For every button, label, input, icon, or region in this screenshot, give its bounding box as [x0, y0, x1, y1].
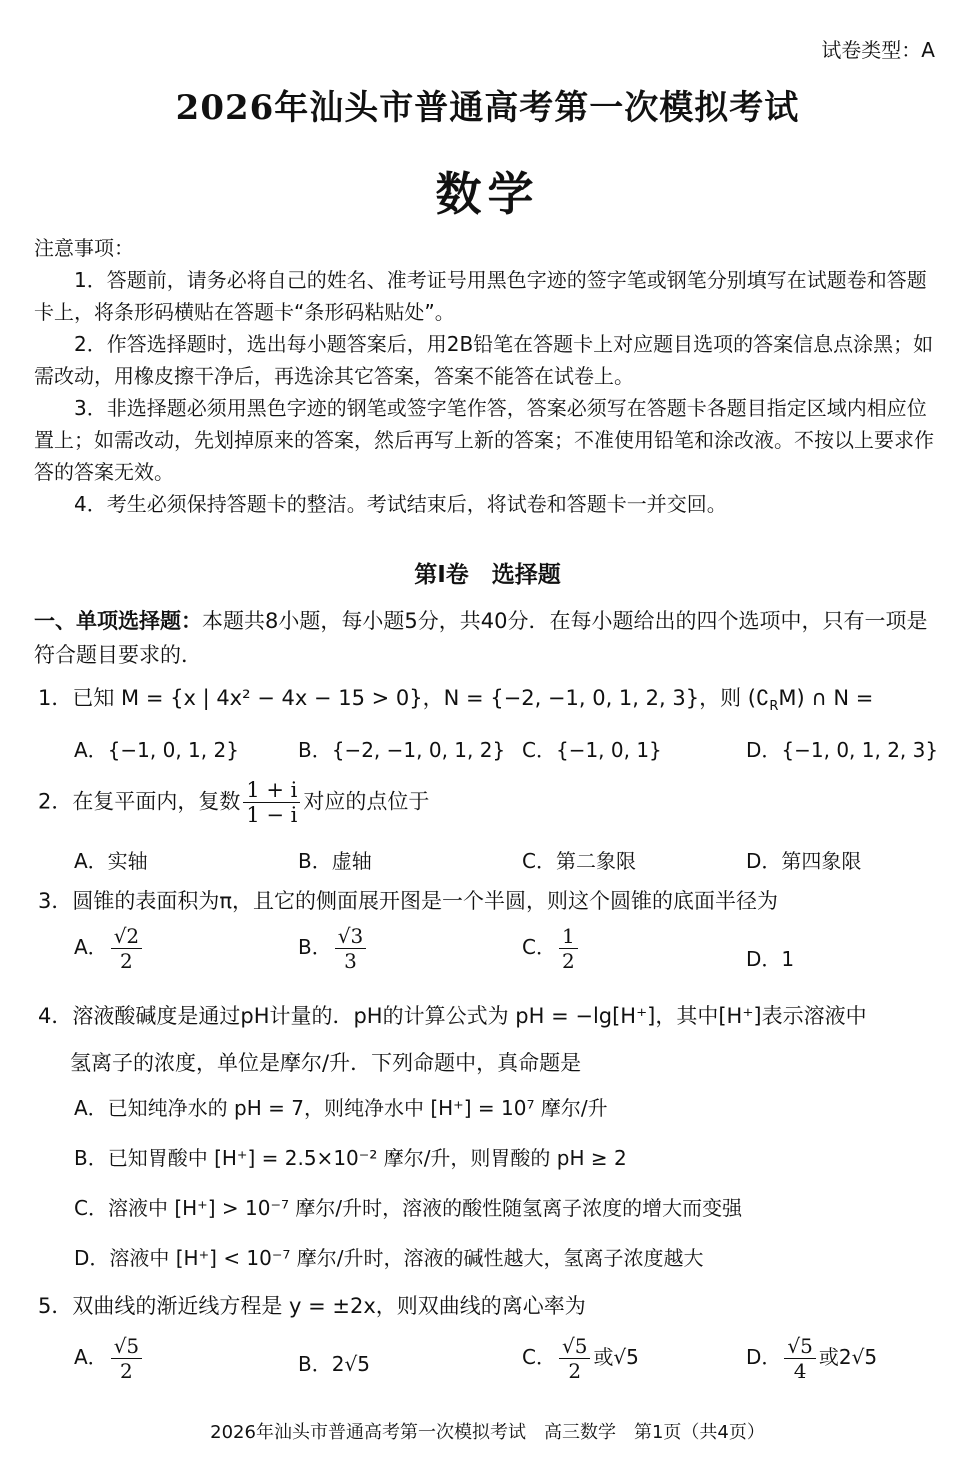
q5-option-d-fraction	[784, 1334, 815, 1383]
question-1-stem	[38, 682, 873, 714]
q5-option-c-label: C．	[522, 1345, 556, 1369]
q2-option-b: B．虚轴	[298, 849, 372, 873]
q1-option-b: B．{−2, −1, 0, 1, 2}	[298, 738, 506, 762]
q1-option-c: C．{−1, 0, 1}	[522, 738, 662, 762]
notice-heading: 注意事项：	[34, 236, 134, 260]
q1-option-a: A．{−1, 0, 1, 2}	[74, 738, 239, 762]
q3-option-c-numerator: 1	[559, 924, 578, 949]
subject-title: 数学	[435, 167, 540, 221]
q2-option-a: A．实轴	[74, 849, 148, 873]
q3-option-c-label: C．	[522, 935, 556, 959]
question-3-stem: 3．圆锥的表面积为π，且它的侧面展开图是一个半圆，则这个圆锥的底面半径为	[38, 889, 779, 913]
question-4-stem-line-1: 4．溶液酸碱度是通过pH计量的．pH的计算公式为 pH = −lg[H⁺]，其中[H⁺]表示溶液中	[38, 1004, 867, 1028]
part-heading	[34, 604, 939, 672]
q4-option-b: B．已知胃酸中 [H⁺] = 2.5×10⁻² 摩尔/升，则胃酸的 pH ≥ 2	[74, 1146, 627, 1170]
q3-option-c-denominator: 2	[561, 949, 575, 973]
q3-option-b-denominator: 3	[344, 949, 357, 973]
q3-option-b-label: B．	[298, 935, 332, 959]
q5-option-a-fraction	[111, 1334, 142, 1383]
q1-stem-part-b: M) ∩ N =	[778, 686, 874, 710]
paper-type: 试卷类型：A	[821, 38, 935, 62]
q5-option-d-denominator: 4	[793, 1359, 807, 1383]
q5-option-c	[522, 1334, 639, 1383]
notice-item-3: 3．非选择题必须用黑色字迹的钢笔或签字笔作答，答案必须写在答题卡各题目指定区域内相应位置上；如需改动，先划掉原来的答案，然后再写上新的答案；不准使用铅笔和涂改液。不按以上要求作答的答案无效。	[34, 396, 934, 484]
q4-option-d: D．溶液中 [H⁺] < 10⁻⁷ 摩尔/升时，溶液的碱性越大，氢离子浓度越大	[74, 1246, 704, 1270]
q3-option-a-fraction	[111, 924, 142, 973]
q1-option-d: D．{−1, 0, 1, 2, 3}	[746, 738, 939, 762]
q3-option-b-fraction	[335, 924, 366, 973]
q2-fraction-denominator: 1 − i	[246, 803, 298, 827]
section-heading: 第Ⅰ卷 选择题	[414, 562, 561, 588]
q5-option-c-tail: 或√5	[593, 1345, 639, 1369]
q5-option-a	[74, 1334, 145, 1383]
q3-option-b	[298, 924, 369, 973]
q5-option-b: B．2√5	[298, 1352, 370, 1376]
q5-option-c-numerator: √5	[559, 1334, 590, 1359]
q3-option-b-numerator: √3	[335, 924, 366, 949]
q5-option-d-tail: 或2√5	[818, 1345, 878, 1369]
q5-option-a-denominator: 2	[120, 1359, 133, 1383]
question-2-stem	[38, 778, 429, 827]
part-description: 本题共8小题，每小题5分，共40分．在每小题给出的四个选项中，只有一项是符合题目要求的．	[34, 609, 928, 667]
page-footer: 2026年汕头市普通高考第一次模拟考试 高三数学 第1页（共4页）	[210, 1422, 765, 1443]
q2-option-c: C．第二象限	[522, 849, 636, 873]
q3-option-a	[74, 924, 145, 973]
q5-option-d-label: D．	[746, 1345, 782, 1369]
exam-title: 2026年汕头市普通高考第一次模拟考试	[175, 88, 800, 128]
q5-option-c-fraction	[559, 1334, 590, 1383]
q1-stem-subscript: R	[769, 699, 779, 715]
q2-fraction	[243, 778, 300, 827]
notice-item-4: 4．考生必须保持答题卡的整洁。考试结束后，将试卷和答题卡一并交回。	[74, 492, 727, 516]
part-label: 一、单项选择题：	[34, 609, 202, 633]
q2-fraction-numerator: 1 + i	[243, 778, 300, 803]
q2-option-d: D．第四象限	[746, 849, 862, 873]
q3-option-a-label: A．	[74, 935, 108, 959]
q5-option-a-numerator: √5	[111, 1334, 142, 1359]
q5-option-a-label: A．	[74, 1345, 108, 1369]
notice-item-2: 2．作答选择题时，选出每小题答案后，用2B铅笔在答题卡上对应题目选项的答案信息点涂黑；如需改动，用橡皮擦干净后，再选涂其它答案，答案不能答在试卷上。	[34, 332, 934, 388]
q5-option-c-denominator: 2	[568, 1359, 582, 1383]
q5-option-d	[746, 1334, 877, 1383]
q3-option-a-denominator: 2	[120, 949, 133, 973]
q4-option-a: A．已知纯净水的 pH = 7，则纯净水中 [H⁺] = 10⁷ 摩尔/升	[74, 1096, 608, 1120]
notice-item-1: 1．答题前，请务必将自己的姓名、准考证号用黑色字迹的签字笔或钢笔分别填写在试题卷和答题卡上，将条形码横贴在答题卡“条形码粘贴处”。	[34, 268, 927, 324]
q5-option-d-numerator: √5	[784, 1334, 815, 1359]
question-5-stem: 5．双曲线的渐近线方程是 y = ±2x，则双曲线的离心率为	[38, 1294, 586, 1318]
q2-stem-part-b: 对应的点位于	[303, 789, 430, 814]
q3-option-d: D．1	[746, 947, 795, 971]
q1-stem-part-a: 1．已知 M = {x | 4x² − 4x − 15 > 0}，N = {−2, −1, 0, 1, 2, 3}，则 (∁	[38, 686, 770, 710]
q3-option-a-numerator: √2	[111, 924, 142, 949]
q2-stem-part-a: 2．在复平面内，复数	[38, 789, 241, 814]
q4-option-c: C．溶液中 [H⁺] > 10⁻⁷ 摩尔/升时，溶液的酸性随氢离子浓度的增大而变强	[74, 1196, 743, 1220]
q3-option-c-fraction	[559, 924, 578, 973]
q3-option-c	[522, 924, 581, 973]
question-4-stem-line-2: 氢离子的浓度，单位是摩尔/升．下列命题中，真命题是	[70, 1051, 582, 1075]
